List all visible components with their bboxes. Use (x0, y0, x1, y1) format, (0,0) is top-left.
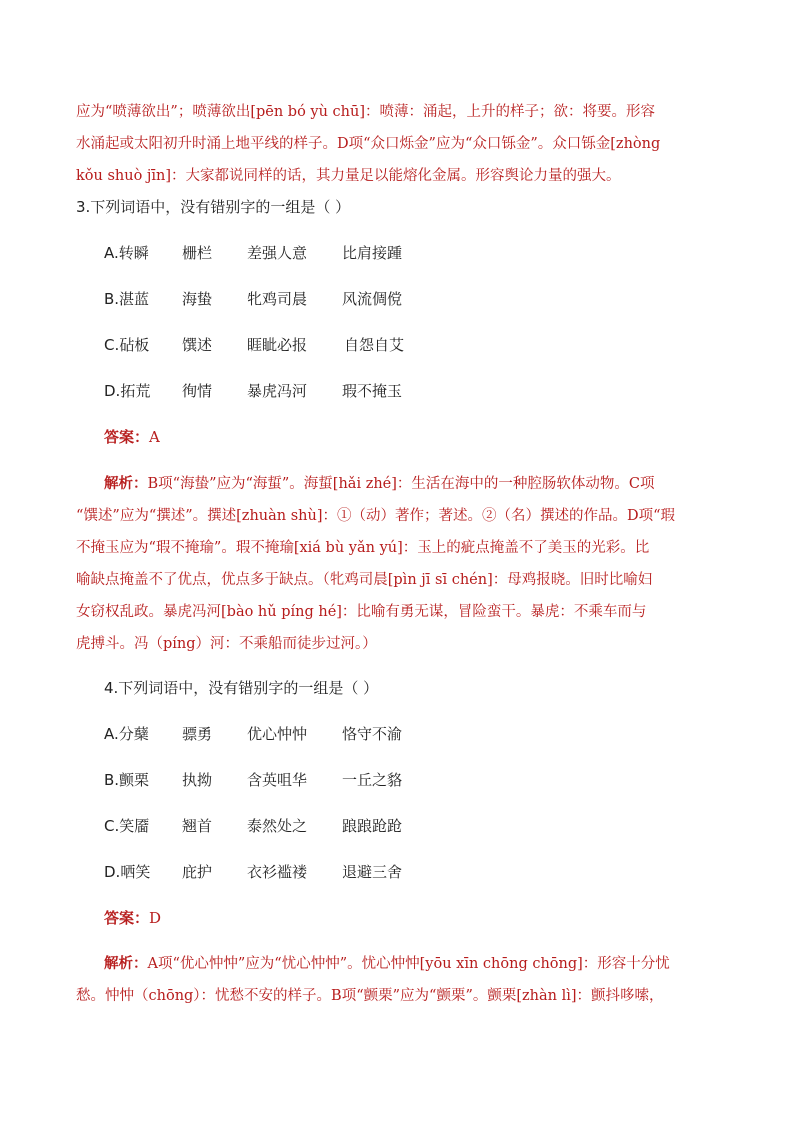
option-word: A.转瞬 (104, 244, 149, 262)
option-word: 自怨自艾 (344, 336, 405, 354)
option-word: C.砧板 (104, 336, 150, 354)
option-word: 睚眦必报 (247, 336, 308, 354)
option-word: 含英咀华 (247, 771, 308, 789)
option-word: B.湛蓝 (104, 290, 150, 308)
explanation-label: 解析： (104, 955, 148, 972)
option-word: 踉踉跄跄 (342, 817, 403, 835)
q4-explanation (76, 948, 716, 1012)
q4-answer (104, 907, 161, 928)
option-word: 泰然处之 (247, 817, 308, 835)
text-line: 应为“喷薄欲出”；喷薄欲出[pēn bó yù chū]：喷薄：涌起，上升的样子；欲：将要。形容 (76, 104, 656, 120)
text-line: “馔述”应为“撰述”。撰述[zhuàn shù]：①（动）著作；著述。②（名）撰述的作品。D项“瑕 (76, 508, 676, 524)
q3-explanation (76, 468, 716, 660)
text-line: 虎搏斗。冯（píng）河：不乘船而徒步过河。） (76, 636, 377, 652)
top-explanation (76, 96, 716, 192)
text-line (76, 948, 716, 980)
option-word: 暴虎冯河 (247, 382, 308, 400)
option-word: B.颤栗 (104, 771, 150, 789)
option-word: 徇情 (182, 382, 213, 400)
question-4: 4.下列词语中，没有错别字的一组是（ ） (104, 679, 379, 697)
option-word: 馔述 (182, 336, 213, 354)
option-word: C.笑靥 (104, 817, 150, 835)
text-line: 女窃权乱政。暴虎冯河[bào hǔ píng hé]：比喻有勇无谋，冒险蛮干。暴虎：不乘车而与 (76, 604, 647, 620)
option-word: 退避三舍 (342, 863, 403, 881)
option-word: 骠勇 (182, 725, 213, 743)
option-word: 差强人意 (247, 244, 308, 262)
text-line: 喻缺点掩盖不了优点，优点多于缺点。（牝鸡司晨[pìn jī sī chén]：母鸡报晓。旧时比喻妇 (76, 572, 653, 588)
explanation-label: 解析： (104, 475, 148, 492)
option-word: D.拓荒 (104, 382, 151, 400)
text-line: kǒu shuò jīn]：大家都说同样的话，其力量足以能熔化金属。形容舆论力量的强大。 (76, 168, 621, 184)
option-word: 翘首 (182, 817, 213, 835)
text-line: 愁。忡忡（chōng）：忧愁不安的样子。B项“颤栗”应为“颤栗”。颤栗[zhàn lì]：颤抖哆嗦， (76, 988, 664, 1004)
text-line: 水涌起或太阳初升时涌上地平线的样子。D项“众口烁金”应为“众口铄金”。众口铄金[zhòng (76, 136, 661, 152)
option-word: 牝鸡司晨 (247, 290, 308, 308)
option-word: 恪守不渝 (342, 725, 403, 743)
option-word: 海蛰 (182, 290, 213, 308)
text-line: 不掩玉应为“瑕不掩瑜”。瑕不掩瑜[xiá bù yǎn yú]：玉上的疵点掩盖不了美玉的光彩。比 (76, 540, 650, 556)
answer-value: D (149, 909, 162, 927)
option-word: 瑕不掩玉 (342, 382, 403, 400)
option-word: 衣衫褴褛 (247, 863, 308, 881)
option-word: 比肩接踵 (342, 244, 403, 262)
answer-label: 答案： (104, 909, 150, 927)
question-3: 3.下列词语中，没有错别字的一组是（ ） (76, 198, 351, 216)
explanation-text: A项“优心忡忡”应为“忧心忡忡”。忧心忡忡[yōu xīn chōng chōng]：形容十分忧 (147, 956, 670, 972)
answer-label: 答案： (104, 428, 150, 446)
option-word: 栅栏 (182, 244, 213, 262)
option-word: D.哂笑 (104, 863, 151, 881)
option-word: 风流倜傥 (342, 290, 403, 308)
q3-answer (104, 426, 160, 447)
explanation-text: B项“海蛰”应为“海蜇”。海蜇[hǎi zhé]：生活在海中的一种腔肠软体动物。C项 (147, 476, 655, 492)
text-line (76, 468, 716, 500)
option-word: 优心忡忡 (247, 725, 308, 743)
option-word: 庇护 (182, 863, 213, 881)
option-word: A.分蘖 (104, 725, 149, 743)
option-word: 一丘之貉 (342, 771, 403, 789)
answer-value: A (149, 428, 160, 446)
option-word: 执拗 (182, 771, 213, 789)
